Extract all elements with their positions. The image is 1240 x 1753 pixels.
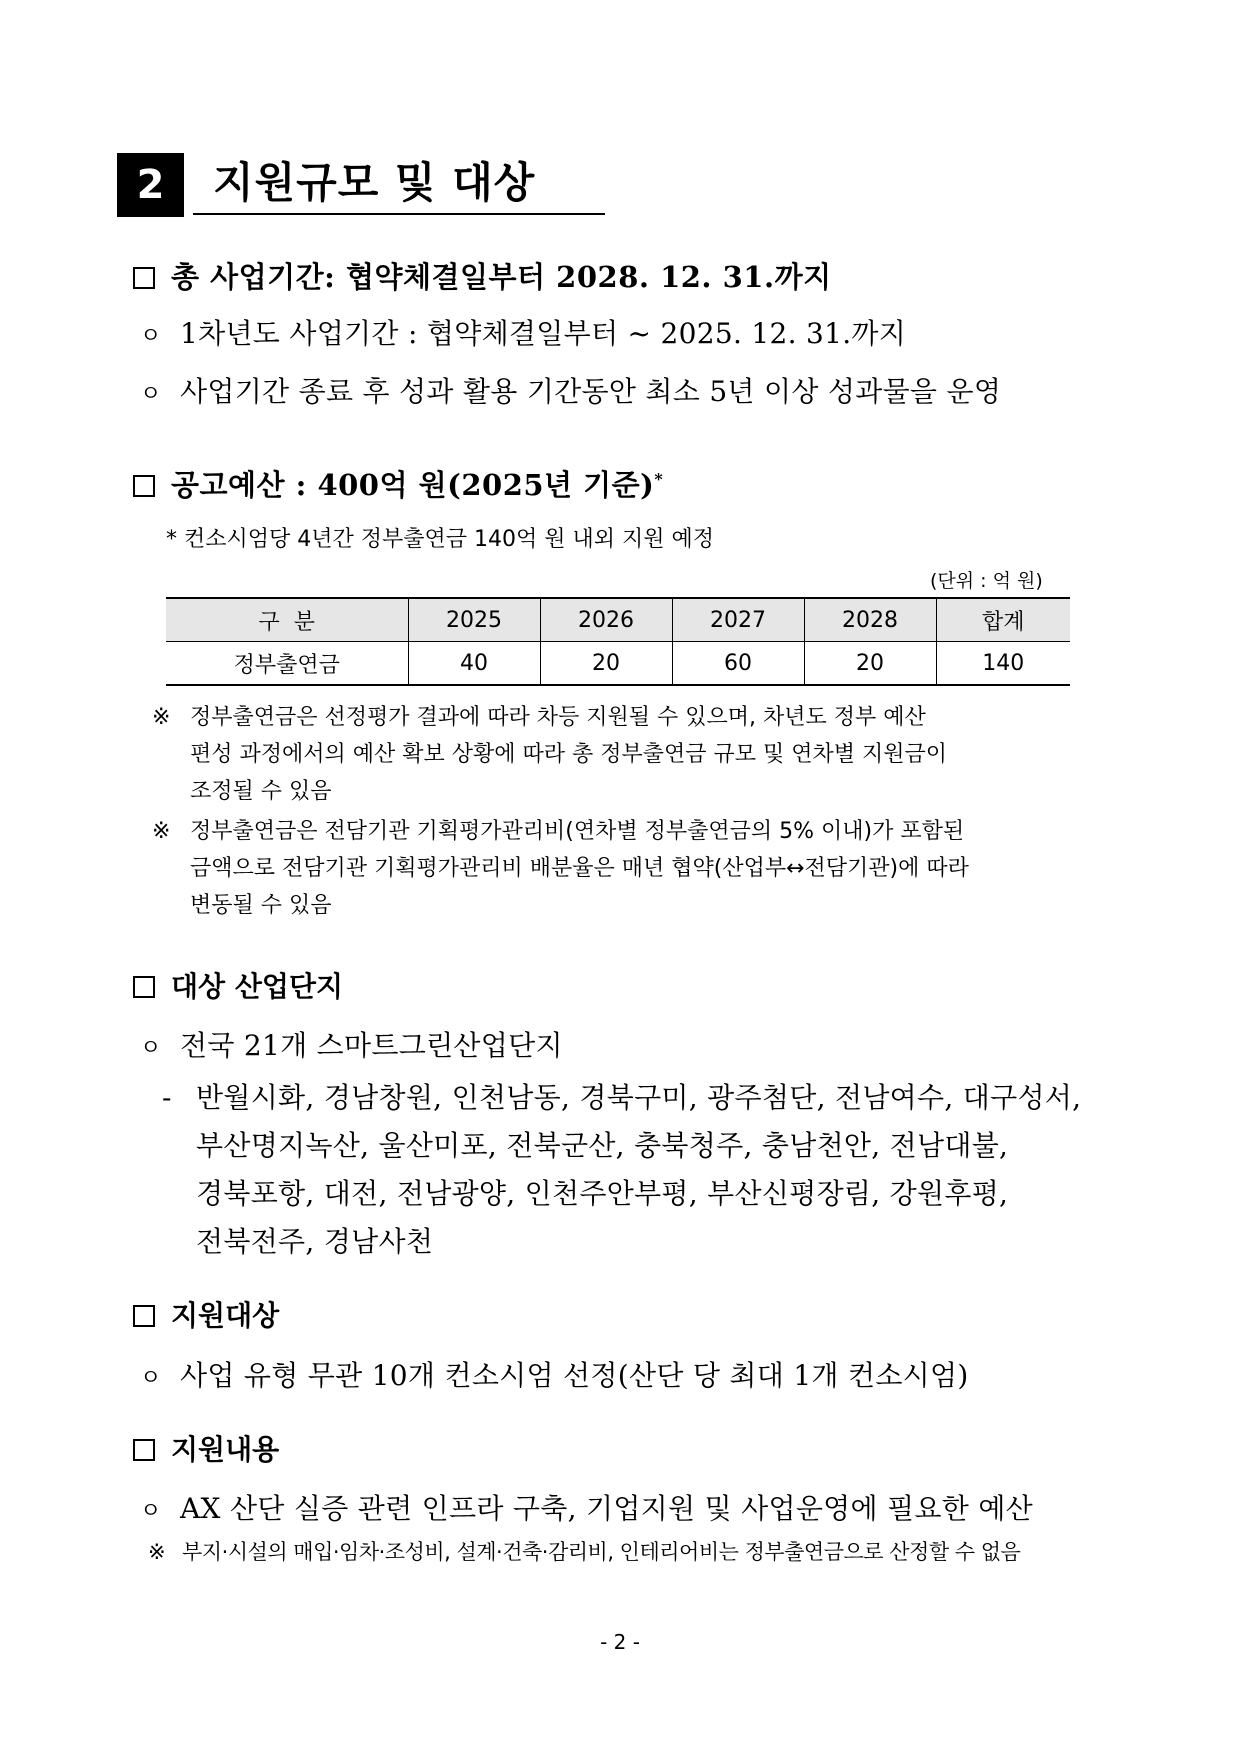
circle-bullet-icon: ㅇ — [140, 1499, 162, 1524]
support-target-bullet: ㅇ 사업 유형 무관 10개 컨소시엄 선정(산단 당 최대 1개 컨소시엄) — [140, 1359, 969, 1392]
table-header-cell: 2028 — [804, 598, 936, 642]
budget-heading: 공고예산 : 400억 원(2025년 기준)* — [133, 463, 663, 504]
circle-bullet-icon: ㅇ — [140, 382, 162, 407]
complex-list: - 반월시화, 경남창원, 인천남동, 경북구미, 광주첨단, 전남여수, 대구성서, 부산명지녹산, 울산미포, 전북군산, 충북청주, 충남천안, 전남대불, 경북포항, 대전, 전남광양, 인천주안부평, 부산신평장림, 강원후평, 전북전주, 경남사천 — [162, 1074, 1081, 1266]
table-cell: 20 — [804, 642, 936, 686]
support-content-heading: 지원내용 — [133, 1428, 279, 1468]
budget-table — [166, 597, 1070, 686]
circle-bullet-icon: ㅇ — [140, 324, 162, 349]
support-content-bullet: ㅇ AX 산단 실증 관련 인프라 구축, 기업지원 및 사업운영에 필요한 예산 — [140, 1492, 1034, 1525]
square-bullet-icon — [133, 1439, 155, 1461]
table-header-cell: 구 분 — [166, 598, 408, 642]
dash-bullet-icon: - — [162, 1081, 172, 1114]
reference-mark-icon: ※ — [148, 1540, 166, 1564]
circle-bullet-icon: ㅇ — [140, 1366, 162, 1391]
table-header-cell: 2026 — [540, 598, 672, 642]
table-header-cell: 합계 — [936, 598, 1070, 642]
unit-label: (단위 : 억 원) — [930, 570, 1043, 592]
table-row — [166, 642, 1070, 686]
support-target-heading: 지원대상 — [133, 1294, 279, 1334]
reference-mark-icon: ※ — [152, 705, 171, 730]
period-bullet-2: ㅇ 사업기간 종료 후 성과 활용 기간동안 최소 5년 이상 성과물을 운영 — [140, 375, 1002, 408]
table-header-row — [166, 598, 1070, 642]
square-bullet-icon — [133, 1305, 155, 1327]
period-bullet-1: ㅇ 1차년도 사업기간 : 협약체결일부터 ~ 2025. 12. 31.까지 — [140, 317, 907, 350]
square-bullet-icon — [133, 976, 155, 998]
square-bullet-icon — [133, 475, 155, 497]
budget-footnote: * 컨소시엄당 4년간 정부출연금 140억 원 내외 지원 예정 — [166, 527, 714, 552]
table-cell: 정부출연금 — [166, 642, 408, 686]
period-heading: 총 사업기간: 협약체결일부터 2028. 12. 31.까지 — [133, 255, 832, 296]
section-number: 2 — [117, 153, 184, 217]
support-content-note: ※ 부지·시설의 매입·임차·조성비, 설계·건축·감리비, 인테리어비는 정부출연금으로 산정할 수 없음 — [148, 1540, 1021, 1564]
budget-note-2: ※ 정부출연금은 전담기관 기획평가관리비(연차별 정부출연금의 5% 이내)가 포함된 금액으로 전담기관 기획평가관리비 배분율은 매년 협약(산업부↔전담기관)에 따라 변동될 수 있음 — [152, 813, 969, 924]
section-title-underline — [193, 213, 605, 215]
table-cell: 60 — [672, 642, 804, 686]
table-cell: 40 — [408, 642, 540, 686]
table-header-cell: 2027 — [672, 598, 804, 642]
target-complex-bullet: ㅇ 전국 21개 스마트그린산업단지 — [140, 1029, 563, 1062]
page-number: - 2 - — [600, 1630, 640, 1654]
table-cell: 20 — [540, 642, 672, 686]
section-title: 지원규모 및 대상 — [213, 158, 536, 207]
circle-bullet-icon: ㅇ — [140, 1036, 162, 1061]
reference-mark-icon: ※ — [152, 819, 171, 844]
target-complex-heading: 대상 산업단지 — [133, 965, 343, 1005]
square-bullet-icon — [133, 267, 155, 289]
budget-note-1: ※ 정부출연금은 선정평가 결과에 따라 차등 지원될 수 있으며, 차년도 정부 예산 편성 과정에서의 예산 확보 상황에 따라 총 정부출연금 규모 및 연차별 지원금이 조정될 수 있음 — [152, 699, 947, 810]
table-cell: 140 — [936, 642, 1070, 686]
table-header-cell: 2025 — [408, 598, 540, 642]
